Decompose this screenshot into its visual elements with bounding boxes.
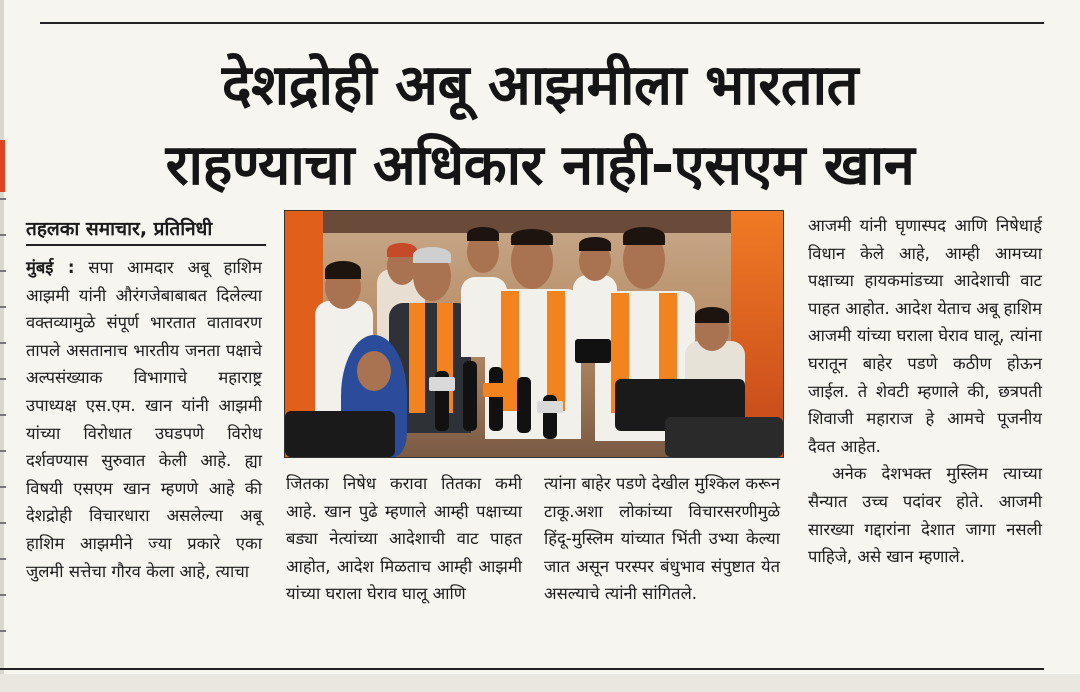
dateline: मुंबई : <box>26 258 75 277</box>
microphone-icon <box>463 361 477 431</box>
photo-person-hair <box>511 229 553 245</box>
photo-person-hair <box>579 237 611 251</box>
photo-person-hair <box>467 227 499 241</box>
article-paragraph: आजमी यांनी घृणास्पद आणि निषेधार्ह विधान केले आहे, आम्ही आमच्या पक्षाच्या हायकमांडच्या आदेशाची वाट पाहत आहोत. आदेश येताच अबू हाशिम आजमी यांच्या घराला घेराव घालू, त्यांना घरातून बाहेर पडणे कठीण होऊन जाईल. ते शेवटी म्हणाले की, छत्रपती शिवाजी महाराज हे आमचे पूजनीय दैवत आहेत. <box>808 216 1042 456</box>
left-margin-marks <box>0 198 6 638</box>
headline-line-1: देशद्रोही अबू आझमीला भारतात <box>221 53 859 118</box>
article-column-1 <box>26 254 262 644</box>
photo-person-hair <box>413 247 451 263</box>
photo-saffron-scarf <box>409 303 425 413</box>
photo-person-head <box>357 351 391 391</box>
article-column-4 <box>808 212 1042 652</box>
news-photo <box>284 210 784 458</box>
article-paragraph: अनेक देशभक्त मुस्लिम त्याच्या सैन्यात उच्च पदांवर होते. आजमी सारख्या गद्दारांना देशात जागा नसली पाहिजे, असे खान म्हणाले. <box>808 464 1042 567</box>
photo-person-hair <box>695 307 729 323</box>
microphone-tag <box>537 401 563 413</box>
article-column-3: त्यांना बाहेर पडणे देखील मुश्किल करून टाकू.अशा लोकांच्या विचारसरणीमुळे हिंदू-मुस्लिम यांच्यात भिंती उभ्या केल्या जात असून परस्पर बंधुभाव संपुष्टात येत असल्याचे त्यांनी सांगितले. <box>544 474 780 604</box>
byline: तहलका समाचार, प्रतिनिधी <box>26 214 266 246</box>
bottom-rule <box>0 668 1044 670</box>
photo-person-hair <box>623 227 665 245</box>
microphone-tag <box>483 383 509 397</box>
photo-saffron-scarf <box>547 291 565 411</box>
photo-person-hair <box>325 261 361 279</box>
microphone-icon <box>517 377 531 433</box>
article-column-1-text: सपा आमदार अबू हाशिम आझमी यांनी औरंगजेबाबाबत दिलेल्या वक्तव्यामुळे संपूर्ण भारतात वातावरण तापले असतानाच भारतीय जनता पक्षाचे अल्पसंख्याक विभागाचे महाराष्ट्र उपाध्यक्ष एस.एम. खान यांनी आझमी यांच्या विरोधात उघडपणे विरोध दर्शवण्यास सुरुवात केली आहे. ह्या विषयी एसएम खान म्हणणे आहे की देशद्रोही विचारधारा असलेल्या अबू हाशिम आझमीने ज्या प्रकारे एका जुलमी सत्तेचा गौरव केला आहे, त्याचा <box>26 258 262 581</box>
microphone-icon <box>489 367 503 431</box>
video-camera-icon <box>285 411 395 457</box>
article-column-2: जितका निषेध करावा तितका कमी आहे. खान पुढे म्हणाले आम्ही पक्षाच्या बड्या नेत्यांच्या आदेशाची वाट पाहत आहोत, आदेश मिळताच आम्ही आझमी यांच्या घराला घेराव घालू आणि <box>286 474 522 604</box>
page-bottom-strip <box>0 674 1080 692</box>
top-rule <box>40 22 1044 24</box>
video-camera-icon <box>665 417 783 457</box>
phone-icon <box>575 339 611 363</box>
microphone-tag <box>429 377 455 391</box>
headline-line-2: राहण्याचा अधिकार नाही-एसएम खान <box>165 133 915 198</box>
left-margin-accent <box>0 140 5 192</box>
